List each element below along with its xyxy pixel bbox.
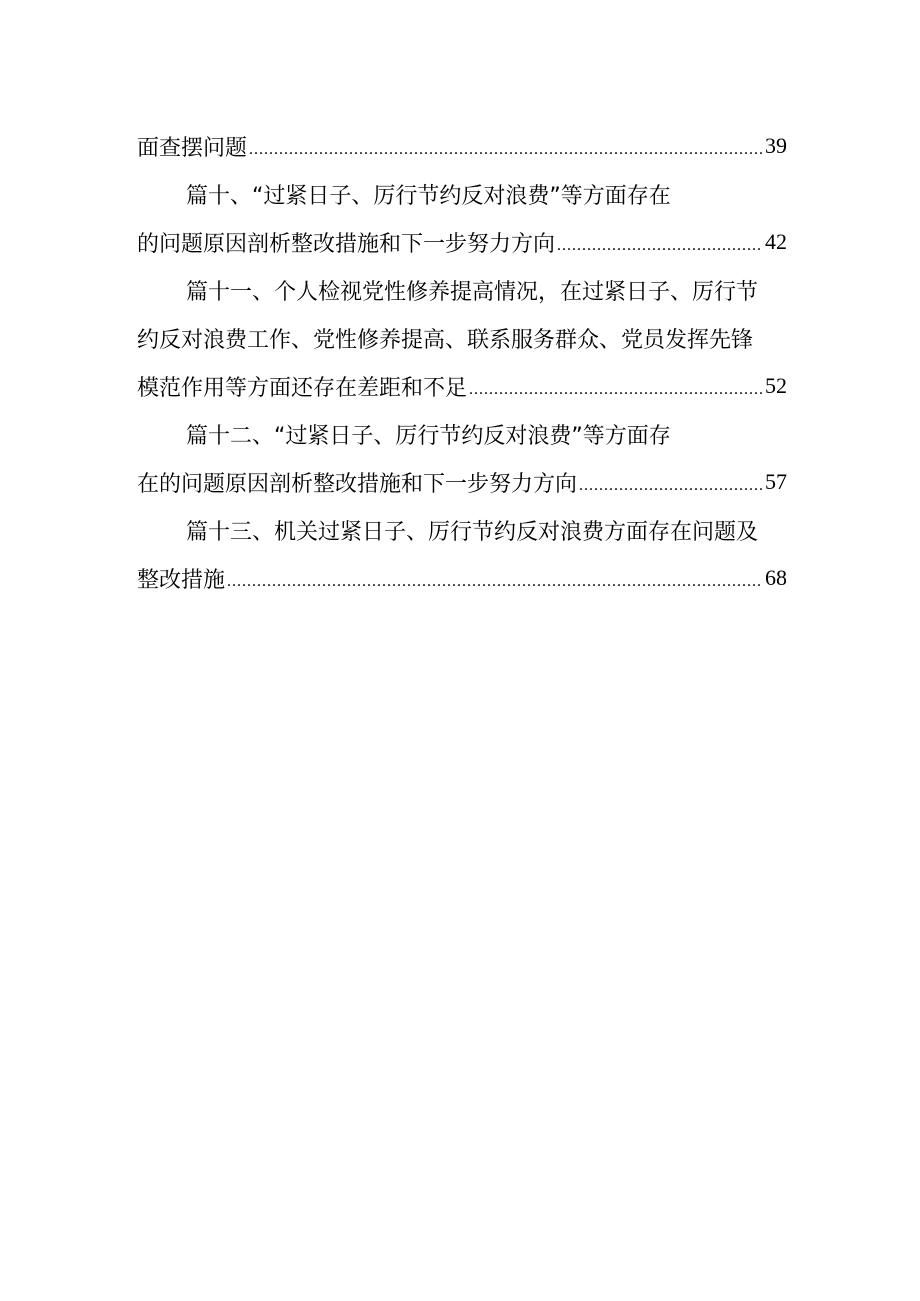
toc-entry-continuation[interactable] [137, 122, 787, 170]
dot-leader [227, 574, 763, 590]
toc-entry-last-line[interactable] [137, 554, 787, 602]
toc-entry-text: 在的问题原因剖析整改措施和下一步努力方向 [137, 471, 578, 497]
toc-entry-heading[interactable] [137, 266, 787, 314]
toc-entry-title: 篇十一、个人检视党性修养提高情况，在过紧日子、厉行节 [186, 279, 759, 305]
toc-entry-text: 约反对浪费工作、党性修养提高、联系服务群众、党员发挥先锋 [137, 327, 754, 353]
toc-page-number: 52 [765, 373, 787, 398]
toc-entry-title: 篇十三、机关过紧日子、厉行节约反对浪费方面存在问题及 [186, 519, 759, 545]
toc-entry-heading[interactable] [137, 410, 787, 458]
toc-entry-heading[interactable] [137, 506, 787, 554]
toc-entry-middle-line[interactable] [137, 314, 787, 362]
toc-entry-title: 篇十二、“过紧日子、厉行节约反对浪费”等方面存 [186, 423, 671, 449]
dot-leader [557, 238, 763, 254]
toc-entry-last-line[interactable] [137, 218, 787, 266]
table-of-contents [137, 122, 787, 602]
toc-entry-text: 的问题原因剖析整改措施和下一步努力方向 [137, 231, 556, 257]
toc-entry-text: 整改措施 [137, 567, 226, 593]
toc-page-number: 68 [765, 565, 787, 590]
toc-page-number: 57 [765, 469, 787, 494]
dot-leader [249, 142, 763, 158]
toc-entry-last-line[interactable] [137, 362, 787, 410]
toc-entry-last-line[interactable] [137, 458, 787, 506]
dot-leader [469, 382, 763, 398]
dot-leader [579, 478, 763, 494]
toc-entry-text: 模范作用等方面还存在差距和不足 [137, 375, 468, 401]
toc-entry-title: 篇十、“过紧日子、厉行节约反对浪费”等方面存在 [186, 183, 671, 209]
toc-entry-text: 面查摆问题 [137, 135, 248, 161]
toc-page-number: 39 [765, 133, 787, 158]
toc-entry-heading[interactable] [137, 170, 787, 218]
toc-page-number: 42 [765, 229, 787, 254]
